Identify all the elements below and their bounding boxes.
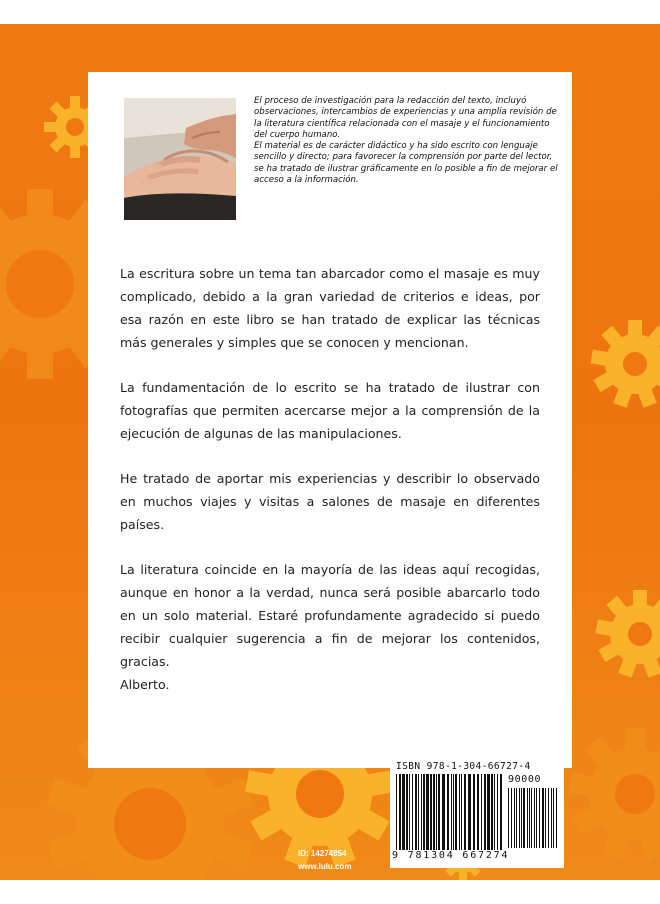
- massage-photo: [124, 98, 236, 220]
- gear-icon-right-top: [585, 314, 660, 414]
- intro-paragraph: El proceso de investigación para la redacción del texto, incluyó observaciones, intercambios de experiencias y una amplia revisión de la literatura científica relacionada con el masaje y el funcionamiento del cuerpo humano.: [254, 96, 557, 140]
- body-paragraph: He tratado de aportar mis experiencias y describir lo observado en muchos viajes y visitas a salones de masaje en diferentes países.: [120, 471, 540, 532]
- content-panel: [88, 72, 572, 768]
- barcode-bars: [396, 774, 502, 850]
- intro-paragraph: El material es de carácter didáctico y ha sido escrito con lenguaje sencillo y directo; para favorecer la comprensión por parte del lector, se ha tratado de ilustrar gráficamente en lo posible a fin de mejorar el acceso a la información.: [254, 141, 558, 186]
- price-code: 90000: [508, 774, 542, 785]
- publisher-id: ID: 14274854: [298, 849, 347, 858]
- price-barcode-bars: [508, 788, 558, 848]
- massage-hands-image: [124, 98, 236, 220]
- author-signature: Alberto.: [120, 677, 170, 692]
- back-cover: [0, 24, 660, 880]
- gear-icon-bottom-right: [565, 724, 660, 864]
- isbn-label: ISBN 978-1-304-66727-4: [396, 761, 531, 772]
- intro-text: [254, 96, 562, 186]
- barcode-digits: 9 781304 667274: [392, 850, 510, 861]
- publisher-website: www.lulu.com: [298, 862, 352, 871]
- gear-icon-right-middle: [590, 584, 660, 684]
- publisher-info: [298, 847, 351, 873]
- isbn-barcode: [390, 758, 564, 868]
- body-paragraph: La literatura coincide en la mayoría de las ideas aquí recogidas, aunque en honor a la verdad, nunca será posible abarcarlo todo en un solo material. Estaré profundamente agradecido si puedo recibir cualquier sugerencia a fin de mejorar los contenidos, gracias.: [120, 562, 540, 669]
- body-paragraph: La escritura sobre un tema tan abarcador como el masaje es muy complicado, debido a la gran variedad de criterios e ideas, por esa razón en este libro se han tratado de explicar las técnicas más generales y simples que se conocen y mencionan.: [120, 266, 540, 350]
- body-text: [120, 262, 540, 696]
- body-paragraph: La fundamentación de lo escrito se ha tratado de ilustrar con fotografías que permiten acercarse mejor a la comprensión de la ejecución de algunas de las manipulaciones.: [120, 380, 540, 441]
